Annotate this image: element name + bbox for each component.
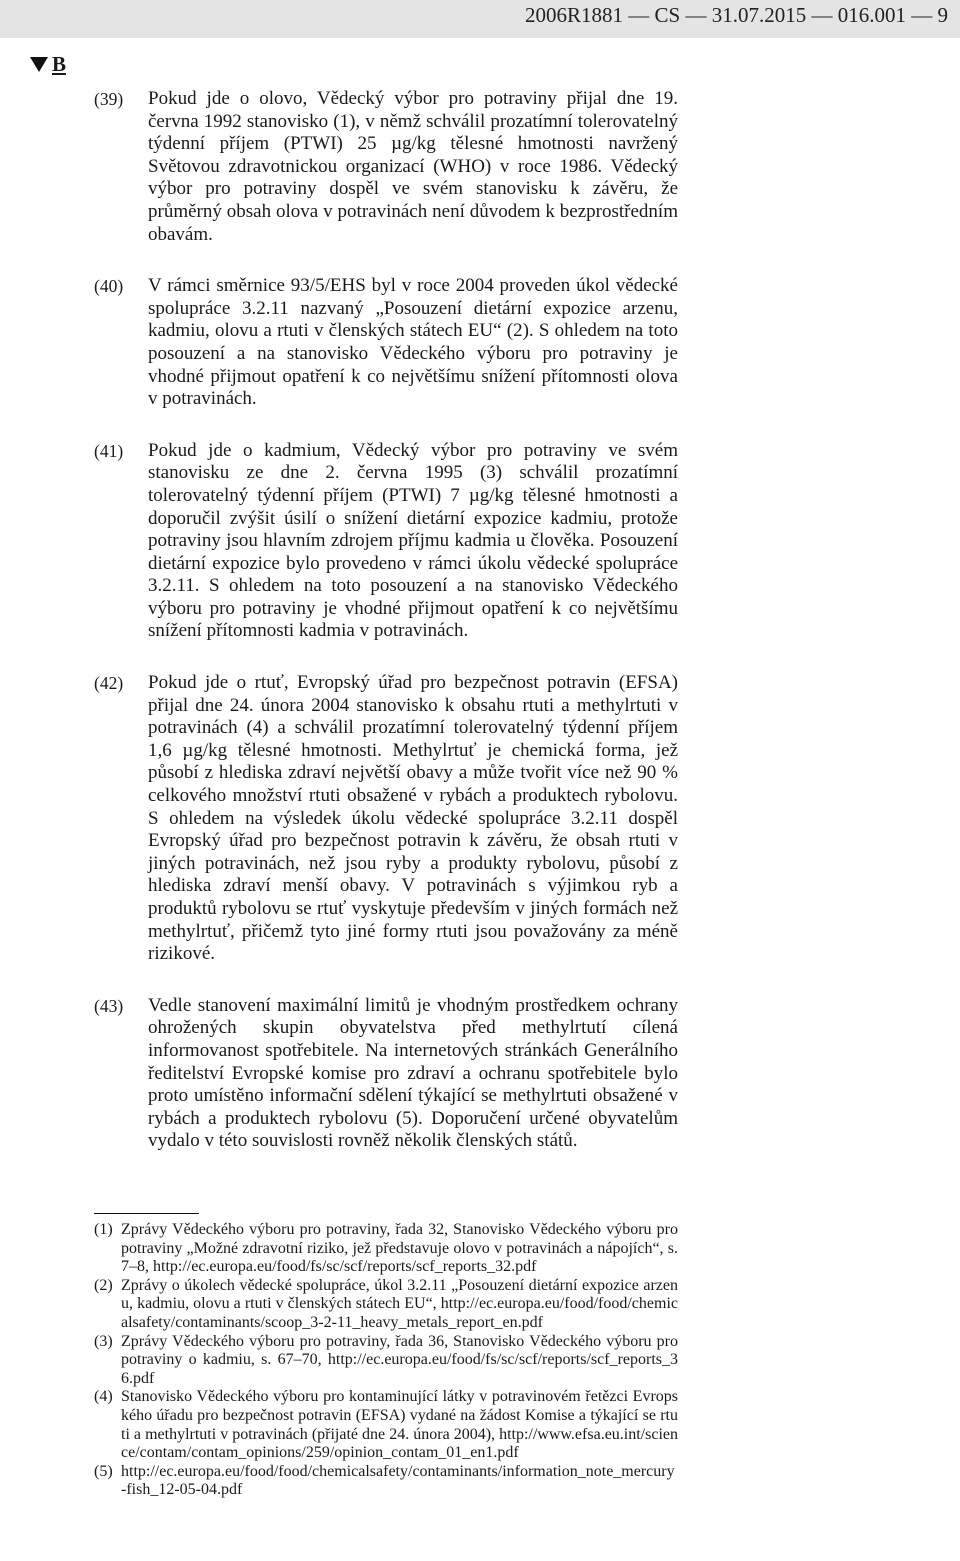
recital-40: [0, 275, 960, 411]
footnote-4: [0, 1388, 960, 1462]
recitals-list: [0, 88, 960, 1182]
footnote-number: (5): [94, 1462, 113, 1480]
recital-number: (39): [94, 89, 124, 109]
recital-42: [0, 672, 960, 966]
recital-41: [0, 440, 960, 643]
footnote-number: (1): [94, 1221, 113, 1238]
recital-number: (42): [94, 673, 124, 694]
footnote-text: http://ec.europa.eu/food/food/chemicalsafety/contaminants/information_note_mercury-fish_12-05-04.pdf: [121, 1462, 675, 1499]
footnote-text: Zprávy Vědeckého výboru pro potraviny, řada 36, Stanovisko Vědeckého výboru pro potraviny o kadmiu, s. 67–70, http://ec.europa.eu/food/fs/sc/scf/reports/scf_reports_36.pdf: [121, 1332, 678, 1387]
recital-39: [0, 88, 960, 246]
recital-text: Pokud jde o kadmium, Vědecký výbor pro potraviny ve svém stanovisku ze dne 2. června 1995 (3) schválil prozatímní tolerovatelný týdenní příjem (PTWI) 7 µg/kg tělesné hmotnosti a doporučil zvýšit úsilí o snížení dietární expozice kadmiu, protože potraviny jsou hlavním zdrojem příjmu kadmia u člověka. Posouzení dietární expozice bylo provedeno v rámci úkolu vědecké spolupráce 3.2.11. S ohledem na toto posouzení a na stanovisko Vědeckého výboru pro potraviny je vhodné přijmout opatření k co největšímu snížení přítomnosti kadmia v potravinách.: [148, 439, 678, 642]
header-text: 2006R1881 — CS — 31.07.2015 — 016.001 — 9: [525, 3, 948, 27]
triangle-down-icon: [30, 57, 48, 72]
amendment-marker: [30, 52, 66, 77]
recital-43: [0, 995, 960, 1153]
recital-text: Pokud jde o olovo, Vědecký výbor pro potraviny přijal dne 19. června 1992 stanovisko (1), v němž schválil prozatímní tolerovatelný týdenní příjem (PTWI) 25 µg/kg tělesné hmotnosti navržený Světovou zdravotnickou organizací (WHO) v roce 1986. Vědecký výbor pro potraviny dospěl ve svém stanovisku k závěru, že průměrný obsah olova v potravinách není důvodem k bezprostředním obavám.: [148, 88, 678, 245]
page-header: [0, 0, 960, 38]
footnote-text: Zprávy o úkolech vědecké spolupráce, úkol 3.2.11 „Posouzení dietární expozice arzenu, kadmiu, olovu a rtuti v členských státech EU“, http://ec.europa.eu/food/food/chemicalsafety/contaminants/scoop_3-2-11_heavy_metals_report_en.pdf: [121, 1276, 678, 1331]
recital-text: Pokud jde o rtuť, Evropský úřad pro bezpečnost potravin (EFSA) přijal dne 24. února 2004 stanovisko k obsahu rtuti a methylrtuti v potravinách (4) a schválil prozatímní tolerovatelný týdenní příjem 1,6 µg/kg tělesné hmotnosti. Methylrtuť je chemická forma, jež působí z hlediska zdraví největší obavy a může tvořit více než 90 % celkového množství rtuti obsažené v rybách a produktech rybolovu. S ohledem na výsledek úkolu vědecké spolupráce 3.2.11 dospěl Evropský úřad pro bezpečnost potravin k závěru, že obsah rtuti v jiných potravinách, než jsou ryby a produkty rybolovu, působí z hlediska zdraví menší obavy. V potravinách s výjimkou ryb a produktů rybolovu se rtuť vyskytuje především v jiných formách než methylrtuť, přičemž tyto jiné formy rtuti jsou považovány za méně rizikové.: [148, 672, 678, 965]
footnote-number: (3): [94, 1332, 113, 1350]
footnote-number: (2): [94, 1276, 113, 1294]
footnote-3: [0, 1333, 960, 1389]
footnote-1: [0, 1221, 960, 1277]
footnote-text: Stanovisko Vědeckého výboru pro kontaminující látky v potravinovém řetězci Evropského úřadu pro bezpečnost potravin (EFSA) vydané na žádost Komise a týkající se rtuti a methylrtuti v potravinách (přijaté dne 24. února 2004), http://www.efsa.eu.int/science/contam/contam_opinions/259/opinion_contam_01_en1.pdf: [121, 1388, 678, 1462]
recital-text: V rámci směrnice 93/5/EHS byl v roce 2004 proveden úkol vědecké spolupráce 3.2.11 nazvaný „Posouzení dietární expozice arzenu, kadmiu, olovu a rtuti v členských státech EU“ (2). S ohledem na toto posouzení a na stanovisko Vědeckého výboru pro potraviny je vhodné přijmout opatření k co největšímu snížení přítomnosti olova v potravinách.: [148, 275, 678, 410]
recital-number: (41): [94, 440, 124, 461]
footnotes-list: [0, 1221, 960, 1500]
recital-text: Vedle stanovení maximální limitů je vhodným prostředkem ochrany ohrožených skupin obyvatelstva před methylrtutí cílená informovanost spotřebitele. Na internetových stránkách Generálního ředitelství Evropské komise pro zdraví a ochranu spotřebitele bylo proto umístěno informační sdělení týkající se methylrtuti obsažené v rybách a produktech rybolovu (5). Doporučení určené obyvatelům vydalo v této souvislosti rovněž několik členských států.: [148, 994, 678, 1152]
footnote-text: Zprávy Vědeckého výboru pro potraviny, řada 32, Stanovisko Vědeckého výboru pro potraviny „Možné zdravotní riziko, jež představuje olovo v potravinách a nápojích“, s. 7–8, http://ec.europa.eu/food/fs/sc/scf/reports/scf_reports_32.pdf: [121, 1221, 678, 1276]
footnote-number: (4): [94, 1388, 113, 1406]
footnote-2: [0, 1277, 960, 1333]
recital-number: (40): [94, 276, 124, 297]
marker-label: B: [52, 52, 67, 76]
footnote-5: [0, 1463, 960, 1500]
recital-number: (43): [94, 995, 124, 1016]
footnote-separator: [94, 1213, 199, 1214]
